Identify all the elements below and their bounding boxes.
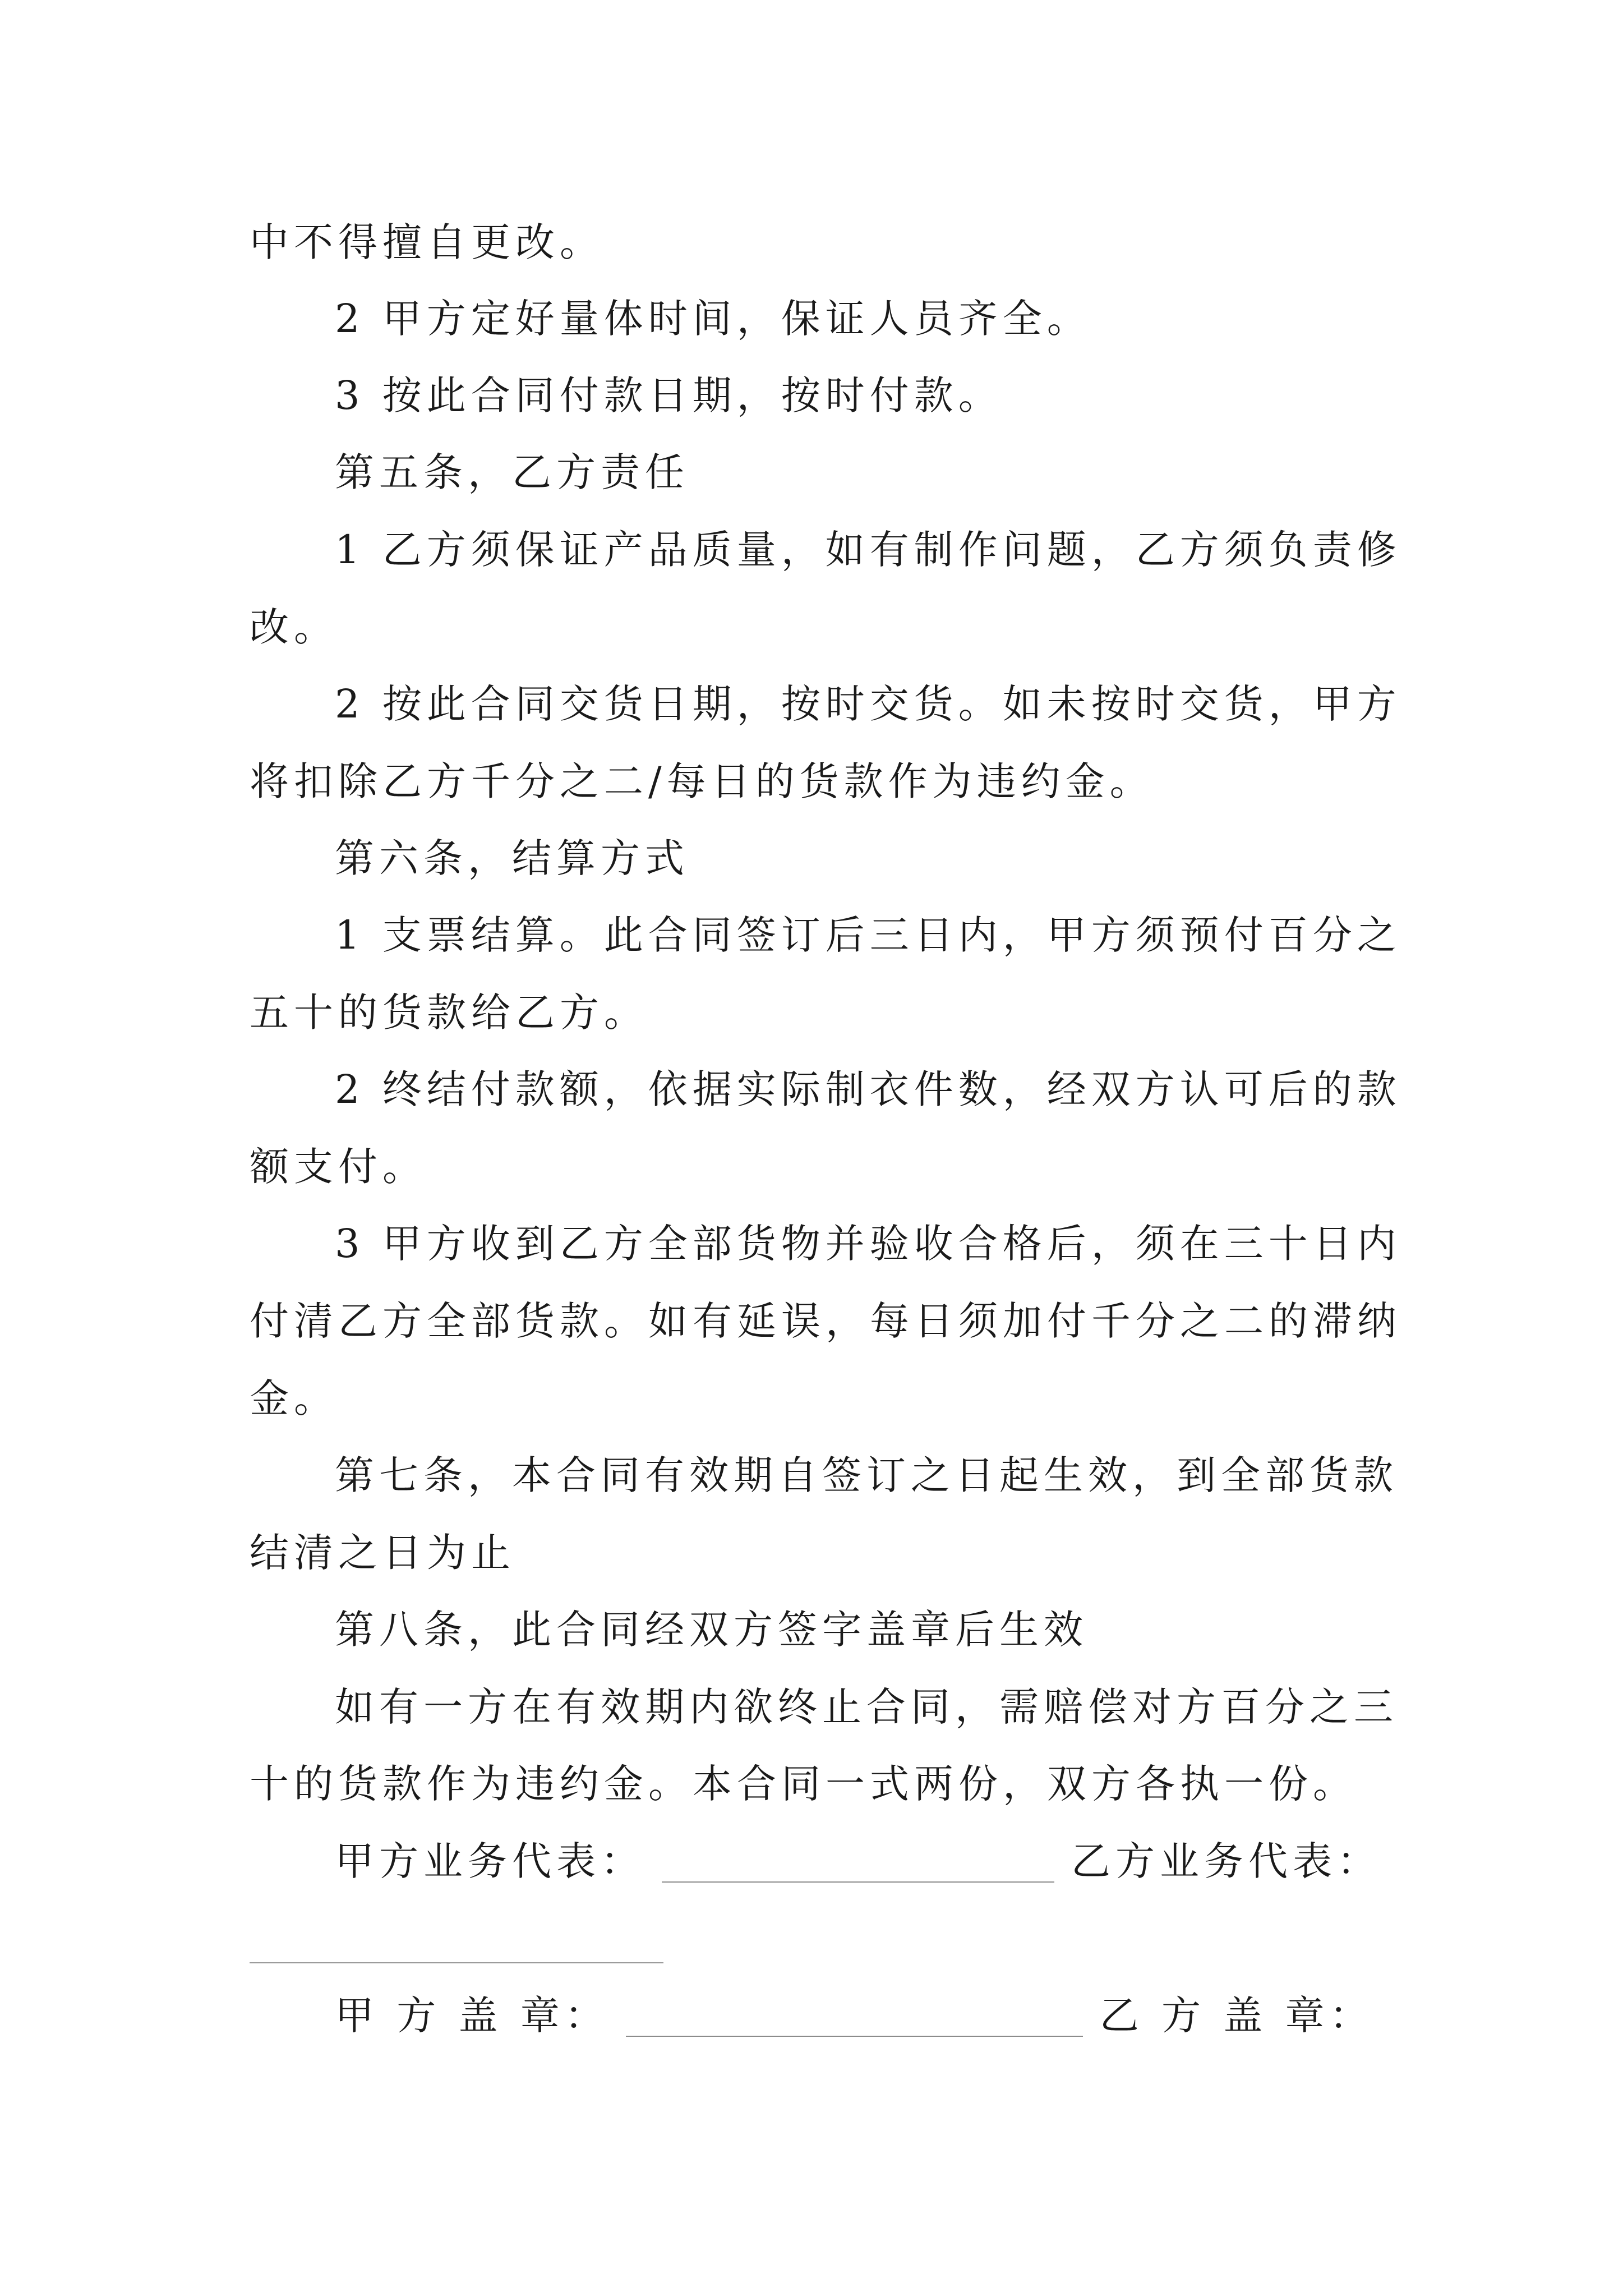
party-a-rep-label: 甲方业务代表：	[335, 1838, 645, 1884]
text-line: 1 支票结算。此合同签订后三日内，甲方须预付百分之	[335, 912, 1401, 958]
section-heading: 第八条，此合同经双方签字盖章后生效	[335, 1607, 1088, 1653]
text-line: 十的货款作为违约金。本合同一式两份，双方各执一份。	[250, 1761, 1357, 1807]
party-a-seal-label: 甲 方 盖 章：	[335, 1993, 609, 2039]
text-line: 3 甲方收到乙方全部货物并验收合格后，须在三十日内	[335, 1221, 1401, 1267]
section-heading: 第五条，乙方责任	[335, 449, 689, 495]
text-line: 改。	[250, 604, 338, 650]
section-heading: 第七条，本合同有效期自签订之日起生效，到全部货款	[335, 1452, 1398, 1498]
party-b-seal-label: 乙 方 盖 章：	[1099, 1993, 1374, 2039]
section-heading: 第六条，结算方式	[335, 835, 689, 881]
text-line: 金。	[250, 1375, 338, 1421]
text-line: 如有一方在有效期内欲终止合同，需赔偿对方百分之三	[335, 1684, 1398, 1730]
seal-signature-row	[335, 1987, 1479, 2044]
representative-signature-row	[335, 1833, 1479, 1889]
text-line: 将扣除乙方千分之二/每日的货款作为违约金。	[250, 758, 1154, 804]
text-line: 付清乙方全部货款。如有延误，每日须加付千分之二的滞纳	[250, 1298, 1401, 1344]
text-line: 五十的货款给乙方。	[250, 990, 648, 1036]
party-a-seal-blank	[626, 2002, 1083, 2037]
text-line: 结清之日为止	[250, 1530, 515, 1576]
party-b-rep-blank	[250, 1962, 663, 1963]
party-a-rep-blank	[662, 1848, 1054, 1883]
text-line: 1 乙方须保证产品质量，如有制作问题，乙方须负责修	[335, 527, 1401, 573]
text-line: 2 甲方定好量体时间，保证人员齐全。	[335, 296, 1091, 342]
party-b-rep-label: 乙方业务代表：	[1071, 1838, 1381, 1884]
text-line: 额支付。	[250, 1144, 427, 1190]
text-line: 2 终结付款额，依据实际制衣件数，经双方认可后的款	[335, 1066, 1401, 1112]
text-line: 2 按此合同交货日期，按时交货。如未按时交货，甲方	[335, 681, 1401, 727]
text-line: 3 按此合同付款日期，按时付款。	[335, 372, 1003, 418]
text-line: 中不得擅自更改。	[250, 219, 604, 265]
